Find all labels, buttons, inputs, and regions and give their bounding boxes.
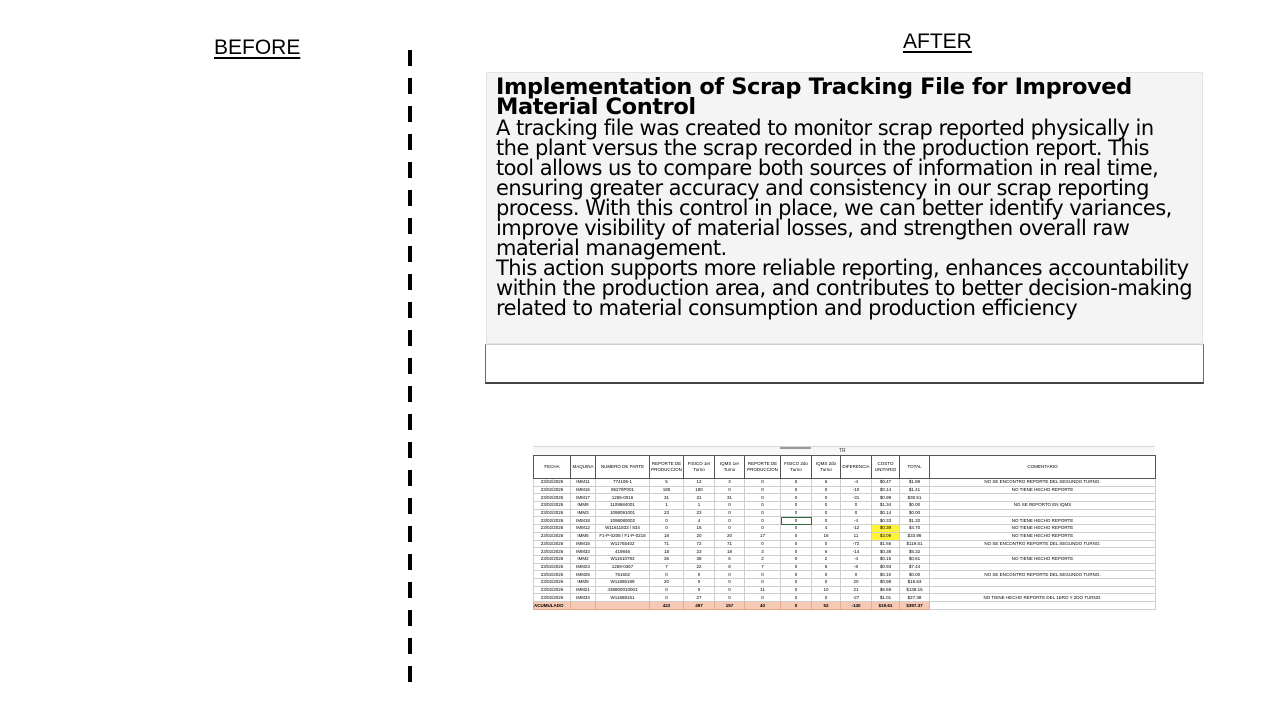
textbox-frame bbox=[485, 344, 1204, 384]
table-cell: 6 bbox=[812, 548, 841, 556]
table-cell: 1269-0367 bbox=[596, 563, 650, 571]
total-cell: 497 bbox=[684, 602, 715, 610]
table-cell: 0 bbox=[715, 486, 745, 494]
table-cell: 1098080002 bbox=[596, 517, 650, 525]
table-cell: 0 bbox=[781, 532, 812, 540]
table-cell: 1 bbox=[684, 502, 715, 510]
sheet-top-bar bbox=[533, 446, 1155, 455]
table-cell: 0 bbox=[715, 509, 745, 517]
table-row bbox=[534, 502, 1156, 510]
table-cell: -31 bbox=[841, 494, 872, 502]
table-cell: IMM16 bbox=[571, 486, 596, 494]
table-cell: 18 bbox=[650, 548, 684, 556]
table-cell: 0 bbox=[684, 571, 715, 579]
table-cell: 0 bbox=[684, 578, 715, 586]
table-cell: 71 bbox=[715, 540, 745, 548]
table-cell: IMM23 bbox=[571, 563, 596, 571]
table-cell: $0.00 bbox=[900, 502, 930, 510]
table-cell: NO TIENE HECHO REPORTE bbox=[930, 555, 1156, 563]
table-cell: 71 bbox=[650, 540, 684, 548]
table-cell: 1265-0016 bbox=[596, 494, 650, 502]
table-row bbox=[534, 594, 1156, 602]
table-cell: NO TIENE HECHO REPORTE bbox=[930, 486, 1156, 494]
table-cell: W11765402 bbox=[596, 540, 650, 548]
scrap-table bbox=[533, 455, 1156, 610]
table-cell bbox=[930, 548, 1156, 556]
table-cell: 0 bbox=[745, 540, 781, 548]
table-cell: 0 bbox=[715, 525, 745, 533]
table-cell: IMM17 bbox=[571, 494, 596, 502]
table-cell: 23/02/2026 bbox=[534, 548, 571, 556]
table-cell: 2 bbox=[745, 555, 781, 563]
table-cell: $1.41 bbox=[900, 486, 930, 494]
total-cell bbox=[596, 602, 650, 610]
table-cell: 20 bbox=[684, 532, 715, 540]
table-cell: 0 bbox=[812, 578, 841, 586]
content-paragraph-1: A tracking file was created to monitor scrap reported physically in the plant versus the scrap recorded in the production report. This tool allows us to compare both sources of information in real time, ensuring greater accuracy and consistency in our scrap reporting process. With this control in place, we can better identify variances, improve visibility of material losses, and strengthen overall raw material management. bbox=[496, 116, 1172, 260]
table-cell: 0 bbox=[715, 586, 745, 594]
table-cell: 0 bbox=[781, 563, 812, 571]
table-cell: 23 bbox=[684, 548, 715, 556]
table-cell: 0 bbox=[745, 502, 781, 510]
description-textbox[interactable] bbox=[486, 72, 1203, 344]
table-cell: 0 bbox=[781, 578, 812, 586]
table-cell: 0 bbox=[684, 586, 715, 594]
table-cell: 4 bbox=[812, 525, 841, 533]
table-cell: 0 bbox=[745, 594, 781, 602]
table-cell: $0.00 bbox=[900, 509, 930, 517]
table-cell: 0 bbox=[812, 571, 841, 579]
table-cell: $3.09 bbox=[872, 532, 900, 540]
table-cell: $0.93 bbox=[872, 563, 900, 571]
table-cell: 23/02/2026 bbox=[534, 525, 571, 533]
table-cell: $4.70 bbox=[900, 525, 930, 533]
table-header-row bbox=[534, 456, 1156, 479]
table-row bbox=[534, 548, 1156, 556]
table-cell: 23/02/2026 bbox=[534, 563, 571, 571]
table-cell: 0 bbox=[841, 509, 872, 517]
table-cell: -4 bbox=[841, 555, 872, 563]
table-cell: W11610783 bbox=[596, 555, 650, 563]
table-cell: -27 bbox=[841, 594, 872, 602]
after-heading: AFTER bbox=[903, 30, 972, 53]
table-cell: -12 bbox=[841, 525, 872, 533]
table-cell: 23/02/2026 bbox=[534, 540, 571, 548]
table-cell: 774195-1 bbox=[596, 479, 650, 487]
column-header: COMENTARIO bbox=[930, 456, 1156, 479]
column-header: FISICO 1er Turno bbox=[684, 456, 715, 479]
table-cell: 23/02/2026 bbox=[534, 494, 571, 502]
table-cell: 23/02/2026 bbox=[534, 532, 571, 540]
table-cell: 23/02/2026 bbox=[534, 578, 571, 586]
table-cell: 0 bbox=[781, 586, 812, 594]
table-cell: $0.14 bbox=[872, 486, 900, 494]
table-cell: 23/02/2026 bbox=[534, 586, 571, 594]
table-cell: 0 bbox=[781, 571, 812, 579]
table-cell: 16 bbox=[812, 532, 841, 540]
table-cell: NO SE REPORTO EN IQMS bbox=[930, 502, 1156, 510]
table-cell: 0 bbox=[745, 525, 781, 533]
column-header: TOTAL bbox=[900, 456, 930, 479]
table-cell: IMM5 bbox=[571, 532, 596, 540]
total-cell: 52 bbox=[812, 602, 841, 610]
sheet-top-label: TR bbox=[839, 448, 846, 454]
table-cell: $119.51 bbox=[900, 540, 930, 548]
table-cell: IMM33 bbox=[571, 548, 596, 556]
table-cell: 0 bbox=[745, 509, 781, 517]
total-cell: 40 bbox=[745, 602, 781, 610]
table-cell: 11 bbox=[841, 532, 872, 540]
table-cell: 0 bbox=[781, 486, 812, 494]
table-cell: 2 bbox=[812, 555, 841, 563]
table-cell: 23/02/2026 bbox=[534, 517, 571, 525]
table-cell: $27.38 bbox=[900, 594, 930, 602]
table-cell: $0.47 bbox=[872, 479, 900, 487]
table-cell: IMM3 bbox=[571, 509, 596, 517]
table-cell: $0.38 bbox=[872, 548, 900, 556]
table-cell: 0 bbox=[745, 517, 781, 525]
total-cell: $19.61 bbox=[872, 602, 900, 610]
column-header: REPORTE DE PRODUCCION bbox=[745, 456, 781, 479]
table-cell: 31 bbox=[715, 494, 745, 502]
table-row bbox=[534, 494, 1156, 502]
table-cell: 0 bbox=[650, 525, 684, 533]
table-cell: 23/02/2026 bbox=[534, 486, 571, 494]
table-cell: 6 bbox=[812, 479, 841, 487]
table-cell: 7 bbox=[745, 563, 781, 571]
table-cell: IMM34 bbox=[571, 594, 596, 602]
table-cell: 0 bbox=[812, 502, 841, 510]
table-cell: 95278P001 bbox=[596, 486, 650, 494]
table-cell bbox=[930, 578, 1156, 586]
table-cell: $1.32 bbox=[900, 517, 930, 525]
table-cell: $33.98 bbox=[900, 532, 930, 540]
table-cell: 0 bbox=[781, 509, 812, 517]
table-cell: 0 bbox=[715, 517, 745, 525]
table-cell: 23/02/2026 bbox=[534, 502, 571, 510]
table-cell: 23/02/2026 bbox=[534, 594, 571, 602]
table-cell: -14 bbox=[841, 548, 872, 556]
table-cell: 0 bbox=[841, 571, 872, 579]
table-row bbox=[534, 486, 1156, 494]
total-cell: 157 bbox=[715, 602, 745, 610]
table-cell: 438800010001 bbox=[596, 586, 650, 594]
table-cell: $6.59 bbox=[872, 586, 900, 594]
table-cell: 0 bbox=[650, 586, 684, 594]
table-cell: NO TIENE HECHO REPORTE DEL 1ERO Y 2DO TURNO. bbox=[930, 594, 1156, 602]
table-cell: 3 bbox=[715, 479, 745, 487]
table-cell: 11 bbox=[745, 586, 781, 594]
table-cell: 16 bbox=[684, 525, 715, 533]
table-cell: $19.63 bbox=[900, 578, 930, 586]
column-header: FECHA bbox=[534, 456, 571, 479]
column-selection-mark bbox=[780, 447, 811, 449]
column-header: DIFERENCIA bbox=[841, 456, 872, 479]
total-cell bbox=[930, 602, 1156, 610]
total-cell: -140 bbox=[841, 602, 872, 610]
table-cell: 0 bbox=[781, 525, 812, 533]
table-cell: 18 bbox=[715, 548, 745, 556]
table-cell: W11611833 / 834 bbox=[596, 525, 650, 533]
table-row bbox=[534, 517, 1156, 525]
table-cell: 0 bbox=[812, 509, 841, 517]
table-row bbox=[534, 578, 1156, 586]
table-cell: 31 bbox=[650, 494, 684, 502]
table-cell: 0 bbox=[812, 494, 841, 502]
table-cell: 761602 bbox=[596, 571, 650, 579]
table-cell: 23 bbox=[684, 509, 715, 517]
table-cell: W11688151 bbox=[596, 594, 650, 602]
table-cell: $0.61 bbox=[900, 555, 930, 563]
table-cell: 0 bbox=[745, 578, 781, 586]
table-row bbox=[534, 479, 1156, 487]
table-row bbox=[534, 555, 1156, 563]
table-cell: 7 bbox=[650, 563, 684, 571]
table-cell: $0.14 bbox=[872, 509, 900, 517]
table-cell: 0 bbox=[781, 540, 812, 548]
dashed-divider bbox=[408, 50, 412, 684]
table-cell: IMM9 bbox=[571, 578, 596, 586]
table-cell: 5 bbox=[650, 479, 684, 487]
table-cell: 0 bbox=[781, 555, 812, 563]
table-cell: NO TIENE HECHO REPORTE bbox=[930, 525, 1156, 533]
table-cell: 17 bbox=[745, 532, 781, 540]
table-cell: $1.66 bbox=[872, 540, 900, 548]
table-cell: 0 bbox=[812, 517, 841, 525]
content-title: Implementation of Scrap Tracking File for Improved Material Control bbox=[496, 74, 1132, 120]
column-header: NUMERO DE PARTE bbox=[596, 456, 650, 479]
table-cell: NO SE ENCONTRO REPORTE DEL SEGUNDO TURNO. bbox=[930, 479, 1156, 487]
column-header: MAQUINA bbox=[571, 456, 596, 479]
table-cell: 23/02/2026 bbox=[534, 509, 571, 517]
table-cell: 0 bbox=[745, 479, 781, 487]
table-cell: -8 bbox=[841, 563, 872, 571]
column-header: COSTO UNITARIO bbox=[872, 456, 900, 479]
table-cell: 0 bbox=[745, 571, 781, 579]
table-cell: $0.33 bbox=[872, 517, 900, 525]
table-cell bbox=[930, 509, 1156, 517]
table-cell: 20 bbox=[650, 578, 684, 586]
table-cell: 0 bbox=[745, 486, 781, 494]
table-cell: 0 bbox=[781, 502, 812, 510]
table-cell: -4 bbox=[841, 517, 872, 525]
column-header: REPORTE DE PRODUCCION bbox=[650, 456, 684, 479]
table-cell: -72 bbox=[841, 540, 872, 548]
table-cell: 0 bbox=[812, 540, 841, 548]
table-row bbox=[534, 509, 1156, 517]
total-cell: ACUMULADO bbox=[534, 602, 571, 610]
table-cell: $5.32 bbox=[900, 548, 930, 556]
table-cell: 0 bbox=[812, 594, 841, 602]
table-cell: 8 bbox=[715, 563, 745, 571]
table-cell: 1109684001 bbox=[596, 502, 650, 510]
table-cell: 23 bbox=[650, 509, 684, 517]
table-cell: 0 bbox=[781, 479, 812, 487]
table-cell: $138.15 bbox=[900, 586, 930, 594]
table-cell bbox=[930, 563, 1156, 571]
table-cell: IMM25 bbox=[571, 571, 596, 579]
table-cell: 31 bbox=[684, 494, 715, 502]
table-cell: 27 bbox=[684, 594, 715, 602]
table-cell: IMM2 bbox=[571, 555, 596, 563]
table-cell: 21 bbox=[841, 586, 872, 594]
table-cell: 180 bbox=[650, 486, 684, 494]
table-cell: 23/02/2026 bbox=[534, 555, 571, 563]
table-cell: 0 bbox=[650, 594, 684, 602]
table-cell: 22 bbox=[684, 563, 715, 571]
table-cell: IMM12 bbox=[571, 525, 596, 533]
table-cell: $0.10 bbox=[872, 571, 900, 579]
table-cell: $0.99 bbox=[872, 494, 900, 502]
table-cell: 0 bbox=[715, 578, 745, 586]
table-row bbox=[534, 532, 1156, 540]
table-cell: 12 bbox=[684, 479, 715, 487]
table-cell: 0 bbox=[781, 494, 812, 502]
table-cell: $30.51 bbox=[900, 494, 930, 502]
table-row bbox=[534, 571, 1156, 579]
column-header: FISICO 2do Turno bbox=[781, 456, 812, 479]
table-cell: 0 bbox=[841, 502, 872, 510]
table-cell: 0 bbox=[650, 517, 684, 525]
table-cell: 36 bbox=[650, 555, 684, 563]
table-cell bbox=[930, 586, 1156, 594]
table-cell bbox=[930, 494, 1156, 502]
table-cell: 419846 bbox=[596, 548, 650, 556]
table-cell: $1.34 bbox=[872, 502, 900, 510]
table-cell: IMM11 bbox=[571, 479, 596, 487]
table-cell: IMM15 bbox=[571, 540, 596, 548]
before-heading: BEFORE bbox=[214, 36, 301, 59]
table-cell: 0 bbox=[781, 594, 812, 602]
table-cell: IMM8 bbox=[571, 502, 596, 510]
table-cell: 23/02/2026 bbox=[534, 479, 571, 487]
table-total-row bbox=[534, 602, 1156, 610]
table-cell: IMM21 bbox=[571, 586, 596, 594]
table-cell: -4 bbox=[841, 479, 872, 487]
table-cell: 38 bbox=[684, 555, 715, 563]
table-cell: 1 bbox=[650, 502, 684, 510]
table-cell: 0 bbox=[650, 571, 684, 579]
table-cell: 10 bbox=[812, 586, 841, 594]
table-row bbox=[534, 563, 1156, 571]
table-cell: $1.89 bbox=[900, 479, 930, 487]
table-cell: 72 bbox=[684, 540, 715, 548]
total-cell bbox=[571, 602, 596, 610]
total-cell: $397.37 bbox=[900, 602, 930, 610]
table-row bbox=[534, 540, 1156, 548]
table-cell: F1-P-0208 / F1-P-0218 bbox=[596, 532, 650, 540]
table-cell: 0 bbox=[715, 502, 745, 510]
table-cell: NO SE ENCONTRO REPORTE DEL SEGUNDO TURNO. bbox=[930, 540, 1156, 548]
table-cell: $0.00 bbox=[900, 571, 930, 579]
table-cell: NO SE ENCONTRO REPORTE DEL SEGUNDO TURNO. bbox=[930, 571, 1156, 579]
table-cell: 190 bbox=[684, 486, 715, 494]
table-cell: 18 bbox=[650, 532, 684, 540]
table-cell: 0 bbox=[781, 517, 812, 525]
scrap-tracking-spreadsheet bbox=[533, 446, 1157, 608]
table-cell: IMM18 bbox=[571, 517, 596, 525]
table-cell: 20 bbox=[841, 578, 872, 586]
table-cell: $0.39 bbox=[872, 525, 900, 533]
table-cell: $0.15 bbox=[872, 555, 900, 563]
table-cell: $1.01 bbox=[872, 594, 900, 602]
table-cell: W11886189 bbox=[596, 578, 650, 586]
table-cell: 0 bbox=[715, 571, 745, 579]
table-cell: 23/02/2026 bbox=[534, 571, 571, 579]
table-cell: NO TIENE HECHO REPORTE bbox=[930, 532, 1156, 540]
content-paragraph-2: This action supports more reliable reporting, enhances accountability within the production area, and contributes to better decision-making related to material consumption and production efficiency bbox=[496, 256, 1192, 320]
table-cell: 1098091001 bbox=[596, 509, 650, 517]
table-cell: -10 bbox=[841, 486, 872, 494]
table-row bbox=[534, 586, 1156, 594]
column-header: IQMS 1er Turno bbox=[715, 456, 745, 479]
table-cell: NO TIENE HECHO REPORTE bbox=[930, 517, 1156, 525]
table-cell: 4 bbox=[684, 517, 715, 525]
column-header: IQMS 2do Turno bbox=[812, 456, 841, 479]
table-cell: 0 bbox=[781, 548, 812, 556]
table-cell: $0.98 bbox=[872, 578, 900, 586]
table-cell: 0 bbox=[715, 594, 745, 602]
table-cell: 3 bbox=[745, 548, 781, 556]
table-cell: 0 bbox=[745, 494, 781, 502]
table-cell: 20 bbox=[715, 532, 745, 540]
table-cell: $7.44 bbox=[900, 563, 930, 571]
total-cell: 422 bbox=[650, 602, 684, 610]
table-cell: 8 bbox=[812, 563, 841, 571]
table-row bbox=[534, 525, 1156, 533]
total-cell: 0 bbox=[781, 602, 812, 610]
table-cell: 6 bbox=[715, 555, 745, 563]
table-cell: 0 bbox=[812, 486, 841, 494]
